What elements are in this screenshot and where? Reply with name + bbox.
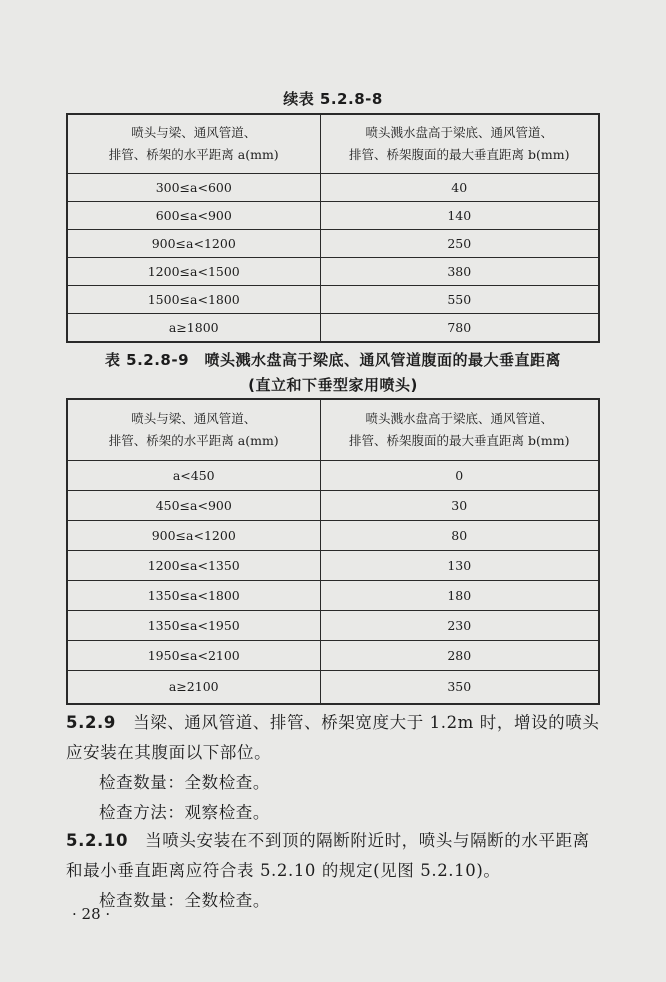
table-row: 1200≤a<1350 130 (67, 550, 599, 580)
check-quantity: 检查数量：全数检查。 (99, 773, 270, 792)
table-row: a≥1800 780 (67, 313, 599, 342)
header-vertical-distance: 喷头溅水盘高于梁底、通风管道、 排管、桥架腹面的最大垂直距离 b(mm) (320, 399, 599, 460)
table2-caption: 表 5.2.8-9 喷头溅水盘高于梁底、通风管道腹面的最大垂直距离 (104, 351, 562, 369)
table-header-row (67, 114, 599, 173)
table-row: 1200≤a<1500 380 (67, 257, 599, 285)
check-method: 检查方法：观察检查。 (99, 803, 270, 822)
header-horizontal-distance: 喷头与梁、通风管道、 排管、桥架的水平距离 a(mm) (67, 114, 320, 173)
page-number: · 28 · (72, 905, 111, 923)
table-5-2-8-8 (66, 113, 600, 343)
table-row: 300≤a<600 40 (67, 173, 599, 201)
clause-5-2-10 (66, 826, 606, 916)
table-header-row (67, 399, 599, 460)
header-horizontal-distance: 喷头与梁、通风管道、 排管、桥架的水平距离 a(mm) (67, 399, 320, 460)
table-row: 900≤a<1200 250 (67, 229, 599, 257)
clause-5-2-9-text: 5.2.9 当梁、通风管道、排管、桥架宽度大于 1.2m 时，增设的喷头应安装在其腹面以下部位。 (66, 713, 600, 762)
clause-number: 5.2.10 (66, 831, 129, 850)
table-row: 1500≤a<1800 550 (67, 285, 599, 313)
header-vertical-distance: 喷头溅水盘高于梁底、通风管道、 排管、桥架腹面的最大垂直距离 b(mm) (320, 114, 599, 173)
table-row: 1350≤a<1950 230 (67, 610, 599, 640)
table-5-2-8-9 (66, 398, 600, 705)
table-row: 600≤a<900 140 (67, 201, 599, 229)
table2-subcaption: (直立和下垂型家用喷头) (248, 376, 418, 394)
check-quantity: 检查数量：全数检查。 (99, 891, 270, 910)
table1-caption: 续表 5.2.8-8 (283, 90, 383, 108)
table-row: 1950≤a<2100 280 (67, 640, 599, 670)
table-row: a<450 0 (67, 460, 599, 490)
table-row: 450≤a<900 30 (67, 490, 599, 520)
clause-number: 5.2.9 (66, 713, 116, 732)
clause-5-2-9 (66, 708, 606, 828)
clause-5-2-10-text: 5.2.10 当喷头安装在不到顶的隔断附近时，喷头与隔断的水平距离和最小垂直距离应符合表 5.2.10 的规定(见图 5.2.10)。 (66, 831, 590, 880)
table-row: 1350≤a<1800 180 (67, 580, 599, 610)
table-row: a≥2100 350 (67, 670, 599, 704)
table-row: 900≤a<1200 80 (67, 520, 599, 550)
